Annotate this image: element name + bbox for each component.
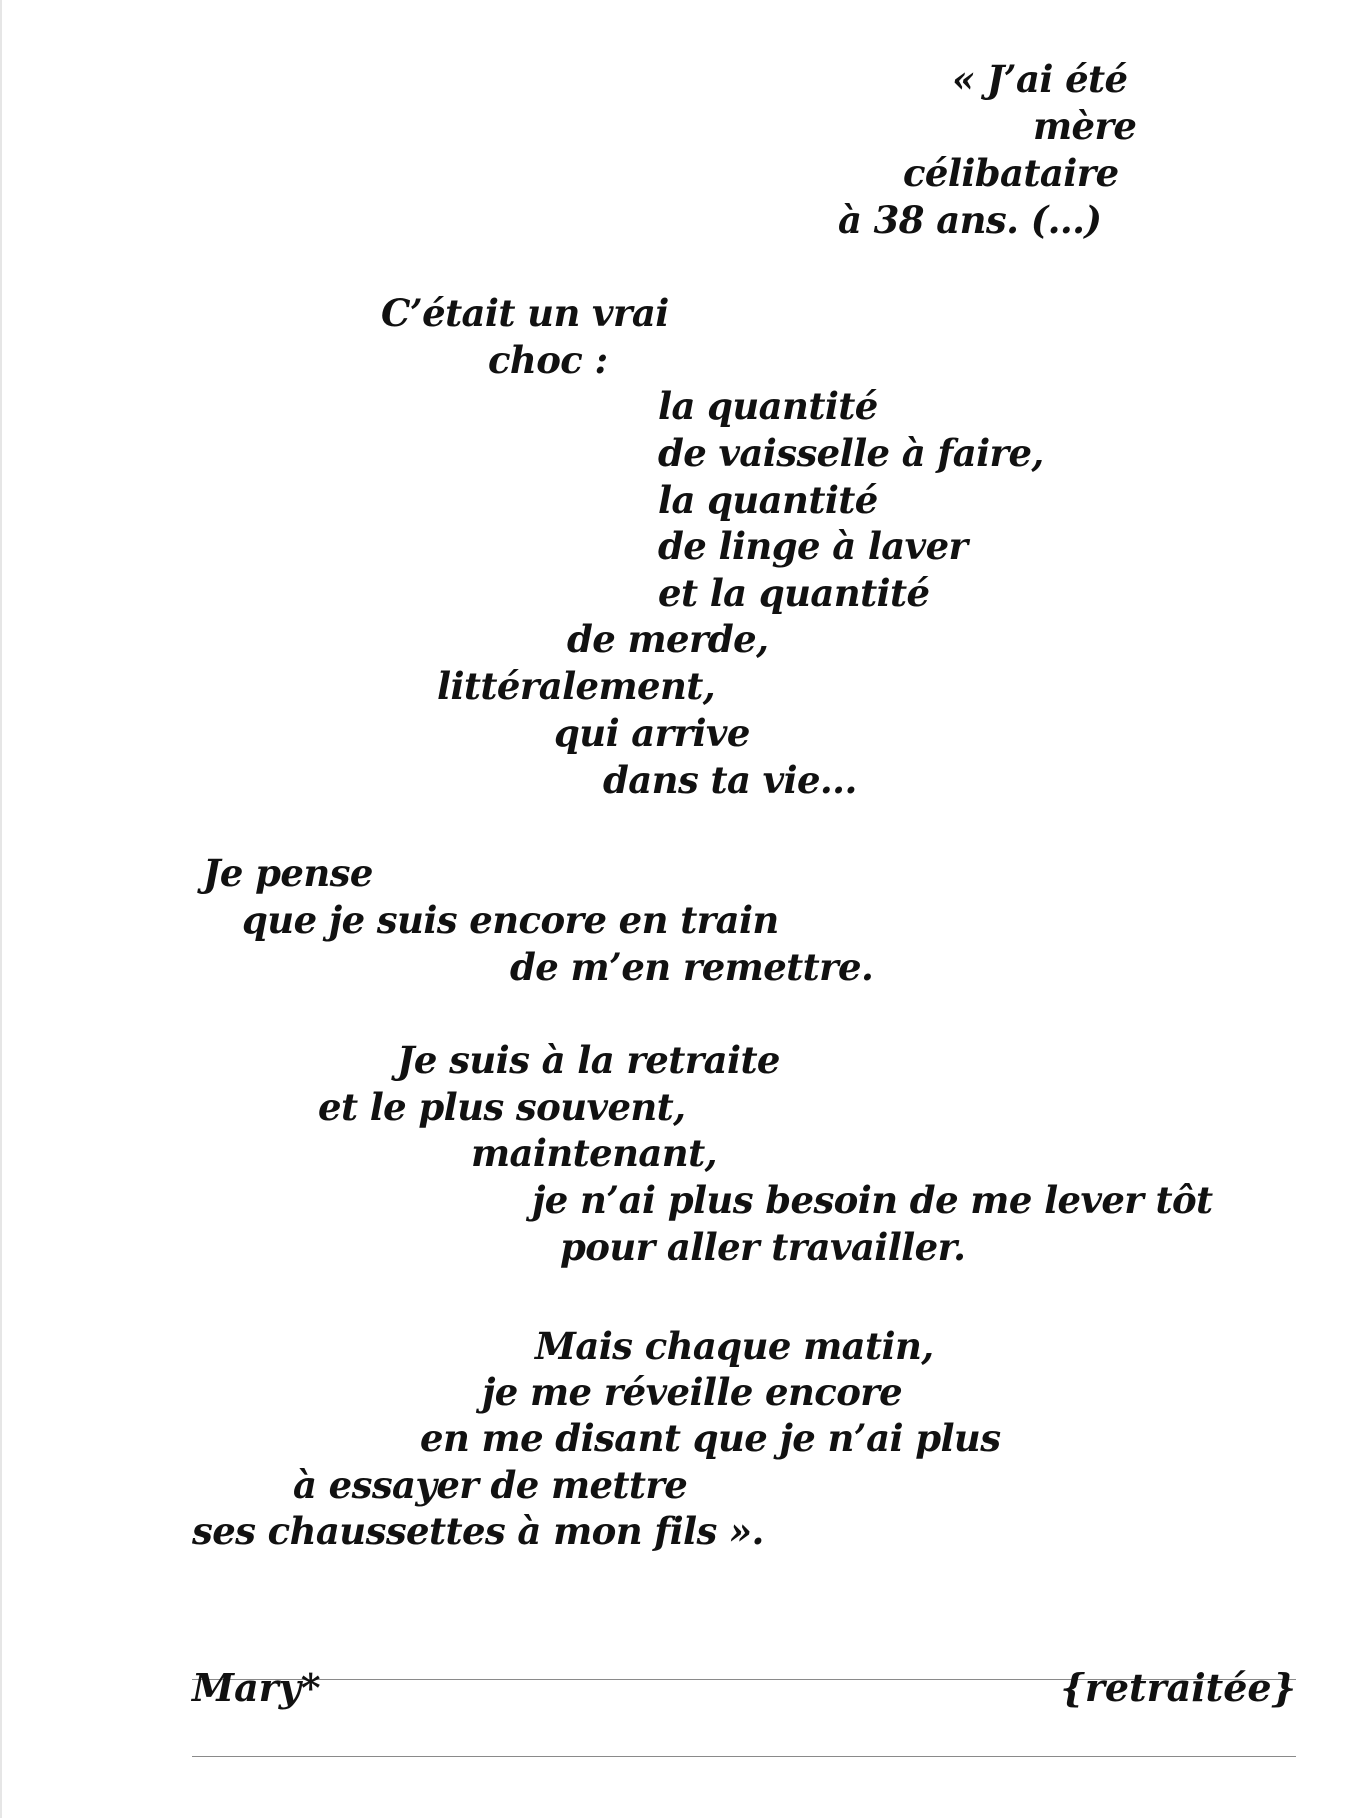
poem-line: qui arrive (554, 711, 750, 755)
poem-line: à essayer de mettre (293, 1463, 688, 1507)
poem-line: à 38 ans. (...) (838, 198, 1102, 242)
poem-line: maintenant, (471, 1131, 717, 1175)
poem-line: dans ta vie... (603, 758, 857, 802)
poem-line: et la quantité (658, 571, 930, 615)
poem-line: je n’ai plus besoin de me lever tôt (532, 1178, 1213, 1222)
poem-line: de merde, (567, 617, 769, 661)
poem-line: de linge à laver (658, 524, 968, 568)
poem-line: célibataire (903, 151, 1119, 195)
footer-bottom-divider (192, 1756, 1296, 1757)
poem-line: de vaisselle à faire, (658, 431, 1044, 475)
poem-line: que je suis encore en train (242, 898, 779, 942)
poem-line: Mais chaque matin, (535, 1324, 934, 1368)
poem-line: « J’ai été (952, 57, 1128, 101)
poem-line: pour aller travailler. (560, 1225, 966, 1269)
poem-line: littéralement, (437, 664, 716, 708)
poem-line: Je pense (203, 851, 373, 895)
poem-line: de m’en remettre. (510, 945, 874, 989)
poem-line: ses chaussettes à mon fils ». (192, 1509, 764, 1553)
poem-line: mère (1033, 104, 1137, 148)
poem-line: en me disant que je n’ai plus (420, 1416, 1001, 1460)
poem-line: et le plus souvent, (318, 1085, 686, 1129)
poem-line: je me réveille encore (482, 1370, 903, 1414)
poem-line: C’était un vrai (381, 291, 669, 335)
poem-line: Je suis à la retraite (397, 1038, 780, 1082)
author-role: {retraitée} (1060, 1665, 1296, 1710)
poem-line: la quantité (658, 478, 878, 522)
author-name: Mary* (192, 1665, 321, 1710)
poem-line: la quantité (658, 384, 878, 428)
poem-line: choc : (488, 338, 608, 382)
